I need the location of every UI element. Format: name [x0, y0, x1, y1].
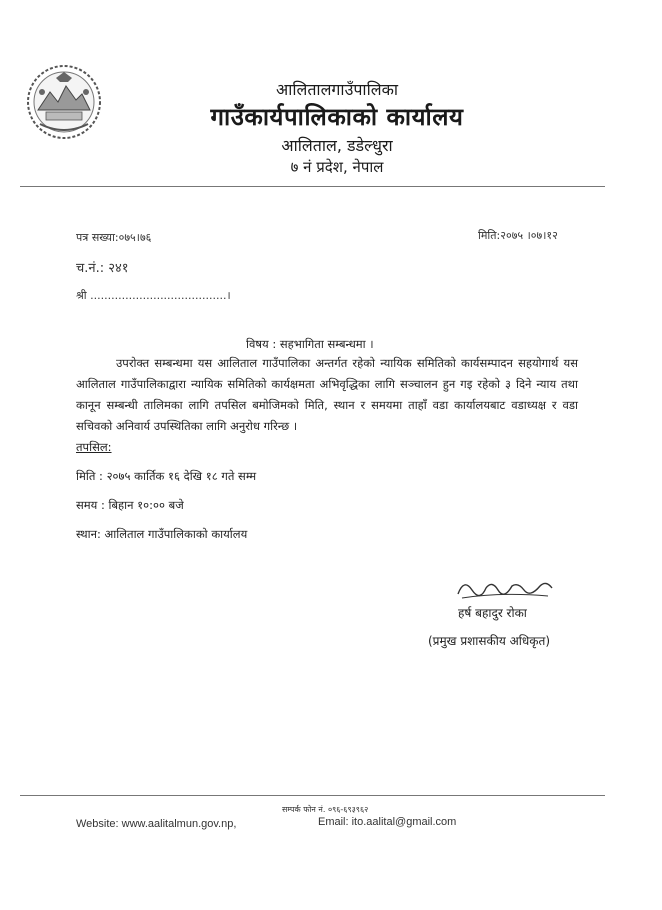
- footer-phone: सम्पर्क फोन नं. ०९६-६९३९६२: [282, 805, 369, 814]
- dispatch-number: च.नं.: २४१: [76, 261, 129, 276]
- footer-divider: [20, 795, 605, 796]
- subject-line: विषय : सहभागिता सम्बन्धमा ।: [246, 337, 374, 351]
- handwritten-signature: [452, 574, 562, 604]
- header-divider: [20, 186, 605, 187]
- details-time: समय : बिहान १०:०० बजे: [76, 498, 184, 512]
- footer-email[interactable]: Email: ito.aalital@gmail.com: [318, 816, 457, 828]
- footer-website[interactable]: Website: www.aalitalmun.gov.np,: [76, 818, 237, 830]
- details-heading: तपसिल:: [76, 440, 112, 454]
- office-address: आलिताल, डडेल्धुरा: [281, 136, 393, 155]
- details-date: मिति : २०७५ कार्तिक १६ देखि १८ गते सम्म: [76, 469, 257, 483]
- details-place: स्थान: आलिताल गाउँपालिकाको कार्यालय: [76, 527, 248, 541]
- office-title: गाउँकार्यपालिकाको कार्यालय: [210, 103, 464, 131]
- recipient-line: श्री .......................................।: [76, 289, 231, 302]
- signatory-title: (प्रमुख प्रशासकीय अधिकृत): [428, 634, 551, 648]
- province-line: ७ नं प्रदेश, नेपाल: [290, 158, 384, 176]
- signatory-name: हर्ष बहादुर रोका: [458, 606, 527, 620]
- body-paragraph: उपरोक्त सम्बन्धमा यस आलिताल गाउँपालिका अन्तर्गत रहेको न्यायिक समितिको कार्यसम्पादन सहयोगार्थ यस आलिताल गाउँपालिकाद्वारा न्यायिक समितिको कार्यक्षमता अभिवृद्धिका लागि सञ्चालन हुन गइ रहेको ३ दिने न्याय तथा कानून सम्बन्धी तालिमका लागि तपसिल बमोजिमको मिति, स्थान र समयमा ताहाँ वडा कार्यालयबाट वडाध्यक्ष र वडा सचिवको अनिवार्य उपस्थितिका लागि अनुरोध गरिन्छ ।: [76, 356, 578, 433]
- letter-number: पत्र सख्या:०७५।७६: [76, 231, 152, 244]
- letter-date: मिति:२०७५ ।०७।१२: [478, 229, 558, 242]
- municipality-name: आलितालगाउँपालिका: [275, 80, 399, 99]
